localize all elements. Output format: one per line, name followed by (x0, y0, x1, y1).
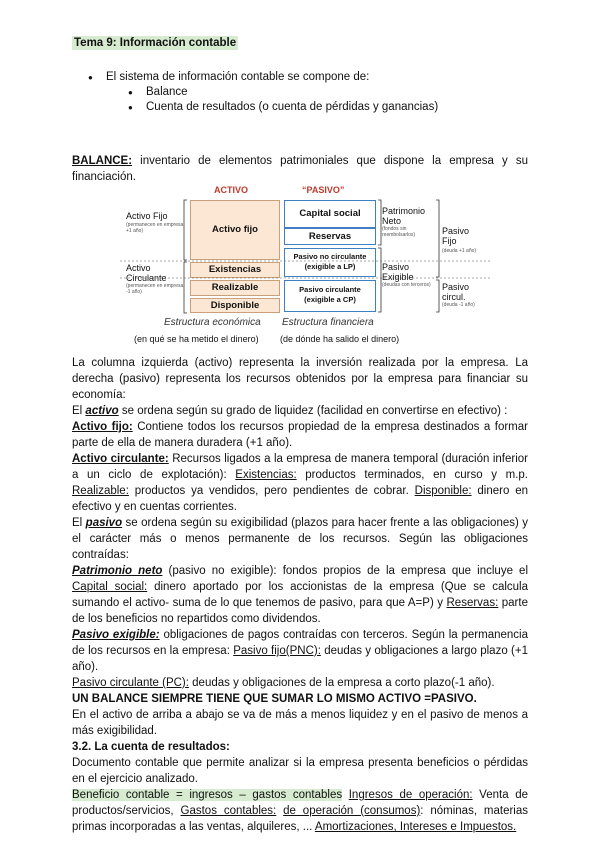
paragraph (72, 403, 528, 419)
term-pasivo-exigible: Pasivo exigible: (72, 629, 160, 641)
p5-text: se ordena según su exigibilidad (plazos para hacer frente a las obligaciones) y el carácter más o menos permanente de los recursos. Según las obligaciones contraídas: (72, 517, 528, 561)
pasivo-fijo-label: Pasivo Fijo (442, 226, 470, 246)
paragraph (72, 739, 528, 755)
activo-header: ACTIVO (214, 185, 249, 195)
term-activo-circulante: Activo circulante: (72, 453, 169, 465)
box-activo-fijo: Activo fijo (190, 200, 280, 260)
paragraph (72, 787, 528, 835)
p13-text (342, 789, 349, 801)
paragraph (72, 563, 528, 627)
p10-text: En el activo de arriba a abajo se va de más a menos liquidez y en el pasivo de menos a más exigibilidad. (72, 709, 528, 737)
intro-lead (88, 70, 438, 115)
term-gastos-contables: Gastos contables: (180, 805, 277, 817)
intro-lead-text: El sistema de información contable se compone de: (106, 71, 370, 83)
activo-circ-note: (permanecen en empresa -1 año) (126, 283, 184, 295)
p13-text: : nóminas, materias primas incorporadas a las ventas, alquileres, ... (72, 805, 528, 833)
activo-circ-label: Activo Circulante (126, 263, 167, 283)
term-existencias: Existencias: (235, 469, 297, 481)
intro-sublist (106, 85, 438, 115)
p2-text: se ordena según su grado de liquidez (facilidad en convertirse en efectivo) : (118, 405, 508, 417)
p1-text: La columna izquierda (activo) representa la inversión realizada por la empresa. La derecha (pasivo) representa los recursos obtenidos por la empresa para financiar su economía: (72, 357, 528, 401)
term-realizable: Realizable: (72, 485, 129, 497)
p7-text: deudas y obligaciones a largo plazo (+1 año). (72, 645, 528, 673)
p6-text: (pasivo no exigible): fondos propios de la empresa que incluye el (162, 565, 529, 577)
paragraph (72, 419, 528, 451)
box-existencias: Existencias (190, 262, 280, 278)
pasivo-exigible-note: (deudas con terceros) (382, 282, 431, 288)
p6-text: parte de los beneficios no repartidos como dividendos. (72, 597, 528, 625)
p8-text: deudas y obligaciones de la empresa a corto plazo(-1 año). (188, 677, 495, 689)
pasivo-circ-label: Pasivo circul. (442, 282, 470, 302)
section-heading: 3.2. La cuenta de resultados: (72, 741, 230, 753)
term-reservas: Reservas: (446, 597, 499, 609)
paragraph (72, 707, 528, 739)
box-reservas: Reservas (284, 228, 376, 245)
activo-fijo-label: Activo Fijo (126, 211, 168, 221)
caption-right: (de dónde ha salido el dinero) (280, 334, 400, 344)
balance-diagram (120, 180, 490, 350)
intro-list (88, 70, 438, 115)
box-realizable: Realizable (190, 280, 280, 296)
paragraph (72, 515, 528, 563)
list-item: ● Cuenta de resultados (o cuenta de pérdidas y ganancias) (128, 100, 438, 115)
formula-highlight: Beneficio contable = ingresos – gastos contables (72, 789, 343, 801)
term-patrimonio-neto: Patrimonio neto (72, 565, 163, 577)
caption-left: (en qué se ha metido el dinero) (134, 334, 259, 344)
term-ingresos-operacion: Ingresos de operación: (348, 789, 473, 801)
pasivo-header: “PASIVO” (302, 185, 345, 195)
box-pasivo-circulante: Pasivo circulante (exigible a CP) (284, 280, 376, 312)
patrimonio-neto-note: (fondos sin reembolsarlos) (382, 226, 416, 238)
p2-text: El (72, 405, 86, 417)
balance-rule: UN BALANCE SIEMPRE TIENE QUE SUMAR LO MISMO ACTIVO =PASIVO. (72, 693, 477, 705)
term-activo-fijo: Activo fijo: (72, 421, 133, 433)
p3-text: Contiene todos los recursos propiedad de la empresa destinados a formar parte de ella de manera duradera (+1 año). (72, 421, 528, 449)
p4-text: productos ya vendidos, pero pendientes de cobrar. (128, 485, 415, 497)
box-pasivo-no-circulante: Pasivo no circulante (exigible a LP) (284, 248, 376, 277)
paragraph (72, 355, 528, 403)
pasivo-exigible-label: Pasivo Exigible (382, 262, 414, 282)
paragraph (72, 675, 528, 691)
activo-fijo-note: (permanecen en empresa +1 año) (126, 222, 184, 234)
term-pasivo-fijo: Pasivo fijo(PNC): (233, 645, 321, 657)
term-pasivo: pasivo (85, 517, 123, 529)
pasivo-fijo-note: (deuda +1 año) (442, 248, 477, 254)
box-disponible: Disponible (190, 298, 280, 313)
p4-text: Recursos ligados a la empresa de manera temporal (duración inferior a un ciclo de explotación): (72, 453, 528, 481)
estructura-financiera: Estructura financiera (282, 317, 374, 328)
paragraph (72, 451, 528, 515)
p4-text: dinero en efectivo y en cuentas corrientes. (72, 485, 528, 513)
p6-text: dinero aportado por los accionistas de la empresa (Que se calcula sumando el activo- suma de lo que tenemos de pasivo, para que A=P) y (72, 581, 528, 609)
pasivo-circ-note: (deuda -1 año) (442, 302, 475, 308)
p5-text: El (72, 517, 86, 529)
term-amortizaciones: Amortizaciones, Intereses e Impuestos. (314, 821, 517, 833)
page-title: Tema 9: Información contable (74, 37, 237, 49)
term-capital-social: Capital social: (72, 581, 148, 593)
patrimonio-neto-label: Patrimonio Neto (382, 206, 426, 226)
p7-text: obligaciones de pagos contraídas con terceros. Según la permanencia de los recursos en la empresa: (72, 629, 528, 657)
estructura-economica: Estructura económica (164, 317, 261, 328)
box-capital-social: Capital social (284, 200, 376, 228)
term-disponible: Disponible: (414, 485, 472, 497)
paragraph (72, 691, 528, 707)
list-item: ● Balance (128, 85, 438, 100)
p4-text: productos terminados, en curso y m.p. (296, 469, 528, 481)
balance-def-text: inventario de elementos patrimoniales que dispone la empresa y su financiación. (72, 155, 528, 183)
term-activo: activo (85, 405, 119, 417)
paragraph (72, 627, 528, 675)
p12-text: Documento contable que permite analizar si la empresa presenta beneficios o pérdidas en el ejercicio analizado. (72, 757, 528, 785)
term-pasivo-circulante: Pasivo circulante (PC): (72, 677, 189, 689)
paragraph (72, 755, 528, 787)
body-text (72, 355, 528, 835)
term-gastos-operacion: de operación (consumos) (283, 805, 421, 817)
p13-text: Venta de productos/servicios, (72, 789, 528, 817)
balance-term: BALANCE: (72, 155, 133, 167)
